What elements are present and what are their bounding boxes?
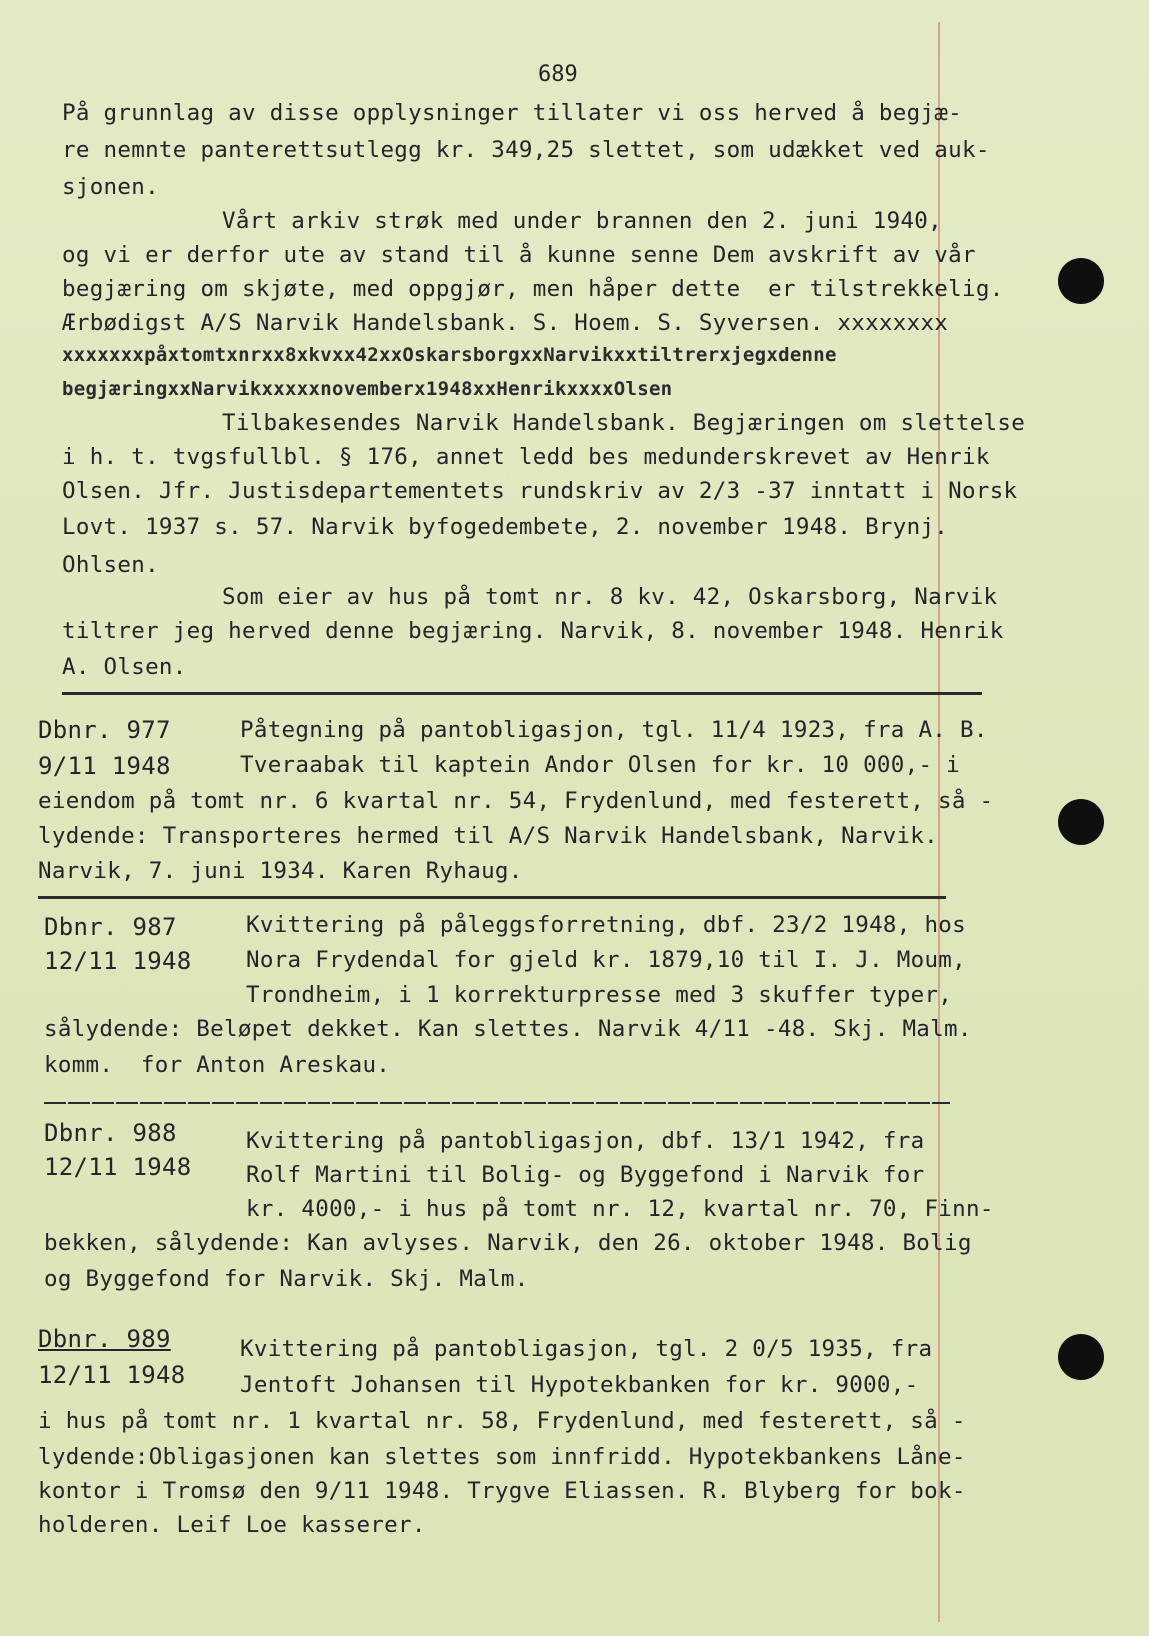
text-line: Vårt arkiv strøk med under brannen den 2. juni 1940, <box>222 208 942 234</box>
text-line: På grunnlag av disse opplysninger tillater vi oss herved å begjæ- <box>62 100 962 126</box>
text-line: tiltrer jeg herved denne begjæring. Narvik, 8. november 1948. Henrik <box>62 618 1004 644</box>
entry-text-line: Påtegning på pantobligasjon, tgl. 11/4 1923, fra A. B. <box>240 717 988 743</box>
entry-text-line: holderen. Leif Loe kasserer. <box>38 1512 426 1538</box>
entry-number: Dbnr. 989 <box>38 1325 171 1353</box>
text-line: sjonen. <box>62 174 159 200</box>
entry-text-line: Narvik, 7. juni 1934. Karen Ryhaug. <box>38 858 523 884</box>
text-line: Ærbødigst A/S Narvik Handelsbank. S. Hoem. S. Syversen. xxxxxxxx <box>62 310 949 336</box>
entry-divider <box>38 896 946 899</box>
entry-date: 12/11 1948 <box>44 947 192 975</box>
entry-text-line: Tveraabak til kaptein Andor Olsen for kr. 10 000,- i <box>240 752 960 778</box>
entry-text-line: sålydende: Beløpet dekket. Kan slettes. Narvik 4/11 -48. Skj. Malm. <box>44 1016 972 1042</box>
text-line: Som eier av hus på tomt nr. 8 kv. 42, Oskarsborg, Narvik <box>222 584 998 610</box>
punch-hole <box>1058 1334 1104 1380</box>
text-line: Lovt. 1937 s. 57. Narvik byfogedembete, 2. november 1948. Brynj. <box>62 514 949 540</box>
entry-date: 12/11 1948 <box>44 1153 192 1181</box>
text-line: i h. t. tvgsfullbl. § 176, annet ledd bes medunderskrevet av Henrik <box>62 444 990 470</box>
entry-text-line: Jentoft Johansen til Hypotekbanken for kr. 9000,- <box>240 1372 919 1398</box>
entry-date: 9/11 1948 <box>38 752 171 780</box>
entry-number: Dbnr. 977 <box>38 716 171 744</box>
entry-text-line: Trondheim, i 1 korrekturpresse med 3 skuffer typer, <box>246 982 953 1008</box>
entry-text-line: Nora Frydendal for gjeld kr. 1879,10 til I. J. Moum, <box>246 947 966 973</box>
entry-date: 12/11 1948 <box>38 1361 186 1389</box>
entry-text-line: lydende:Obligasjonen kan slettes som innfridd. Hypotekbankens Låne- <box>38 1444 966 1470</box>
entry-number: Dbnr. 987 <box>44 913 177 941</box>
entry-text-line: i hus på tomt nr. 1 kvartal nr. 58, Frydenlund, med festerett, så - <box>38 1408 966 1434</box>
entry-text-line: komm. for Anton Areskau. <box>44 1052 391 1078</box>
entry-text-line: og Byggefond for Narvik. Skj. Malm. <box>44 1266 529 1292</box>
entry-text-line: kontor i Tromsø den 9/11 1948. Trygve Eliassen. R. Blyberg for bok- <box>38 1478 966 1504</box>
entry-text-line: eiendom på tomt nr. 6 kvartal nr. 54, Frydenlund, med festerett, så - <box>38 788 994 814</box>
text-line: begjæring om skjøte, med oppgjør, men håper dette er tilstrekkelig. <box>62 276 1004 302</box>
text-line: Ohlsen. <box>62 552 159 578</box>
struck-text-line: begjæringxxNarvikxxxxxnovemberx1948xxHenrikxxxxOlsen <box>62 378 673 400</box>
entry-text-line: bekken, sålydende: Kan avlyses. Narvik, den 26. oktober 1948. Bolig <box>44 1230 972 1256</box>
struck-text-line: xxxxxxxpåxtomtxnrxx8xkvxx42xxOskarsborgxxNarvikxxtiltrerxjegxdenne <box>62 344 837 366</box>
entry-number: Dbnr. 988 <box>44 1119 177 1147</box>
entry-text-line: kr. 4000,- i hus på tomt nr. 12, kvartal nr. 70, Finn- <box>246 1196 994 1222</box>
page-number: 689 <box>538 62 578 87</box>
text-line: Tilbakesendes Narvik Handelsbank. Begjæringen om slettelse <box>222 410 1026 436</box>
entry-divider <box>44 1102 950 1104</box>
text-line: og vi er derfor ute av stand til å kunne senne Dem avskrift av vår <box>62 242 976 268</box>
text-line: A. Olsen. <box>62 654 187 680</box>
entry-text-line: lydende: Transporteres hermed til A/S Narvik Handelsbank, Narvik. <box>38 823 938 849</box>
entry-text-line: Kvittering på påleggsforretning, dbf. 23/2 1948, hos <box>246 912 966 938</box>
entry-text-line: Rolf Martini til Bolig- og Byggefond i Narvik for <box>246 1162 925 1188</box>
entry-text-line: Kvittering på pantobligasjon, tgl. 2 0/5 1935, fra <box>240 1336 933 1362</box>
entry-divider <box>62 692 982 695</box>
punch-hole <box>1058 799 1104 845</box>
entry-text-line: Kvittering på pantobligasjon, dbf. 13/1 1942, fra <box>246 1128 925 1154</box>
punch-hole <box>1058 258 1104 304</box>
text-line: Olsen. Jfr. Justisdepartementets rundskriv av 2/3 -37 inntatt i Norsk <box>62 478 1018 504</box>
text-line: re nemnte panterettsutlegg kr. 349,25 slettet, som udækket ved auk- <box>62 137 990 163</box>
